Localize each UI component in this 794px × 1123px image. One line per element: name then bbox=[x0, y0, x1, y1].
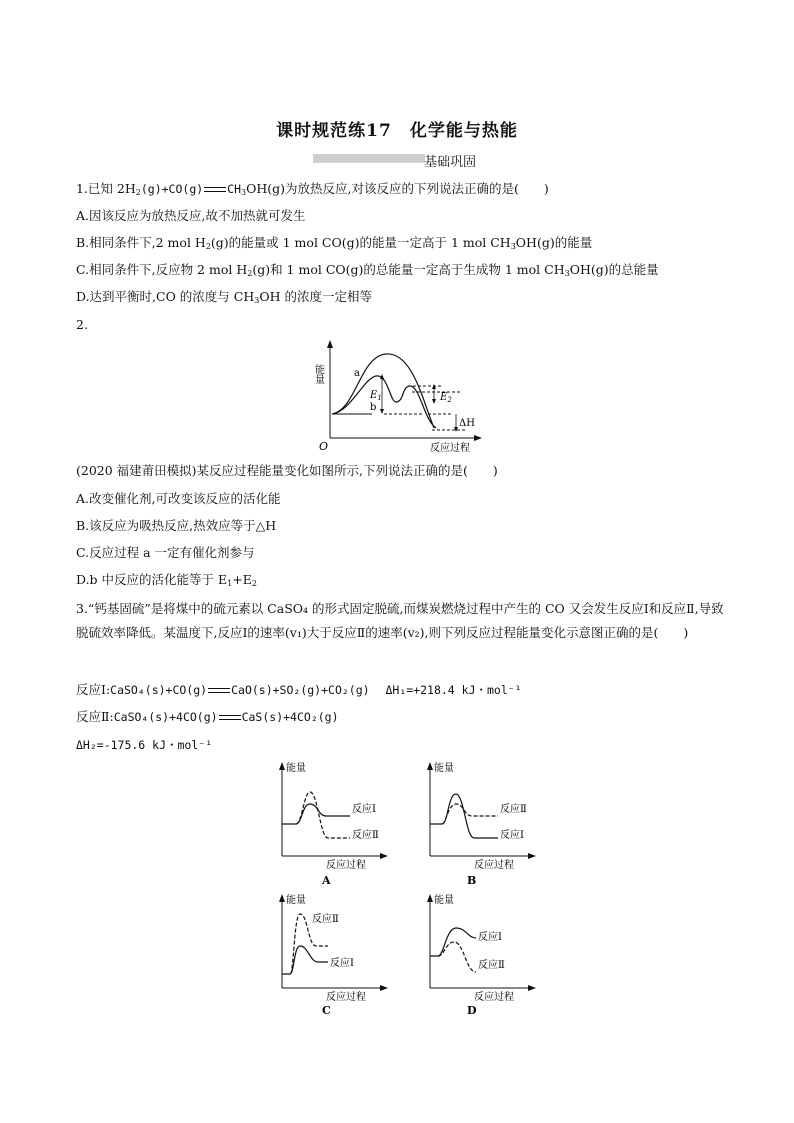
q2-label-a: a bbox=[354, 368, 360, 379]
chart-c-label-bottom: 反应Ⅰ bbox=[330, 958, 354, 969]
q3-chart-c bbox=[270, 890, 392, 1018]
chart-a-label-top: 反应Ⅰ bbox=[352, 804, 376, 815]
chart-b-label-bottom: 反应Ⅰ bbox=[500, 830, 524, 841]
q1-option-a: A.因该反应为放热反应,故不加热就可发生 bbox=[76, 208, 306, 223]
q2-option-a: A.改变催化剂,可改变该反应的活化能 bbox=[76, 491, 281, 506]
section-bar bbox=[313, 154, 425, 163]
chart-b-ylabel: 能量 bbox=[434, 763, 454, 774]
q2-ylabel: 能量 bbox=[312, 364, 324, 384]
q2-label-dh: ΔH bbox=[459, 418, 475, 429]
chart-d-label-bottom: 反应Ⅱ bbox=[478, 960, 505, 971]
q2-energy-diagram bbox=[312, 338, 486, 456]
chart-a-letter: A bbox=[322, 874, 331, 887]
q2-y-arrow-icon bbox=[327, 340, 333, 348]
chart-a-x-arrow-icon bbox=[380, 853, 388, 859]
chart-a-ylabel: 能量 bbox=[286, 763, 306, 774]
q2-number: 2. bbox=[76, 317, 88, 332]
chart-d-y-arrow-icon bbox=[427, 894, 433, 902]
q2-xlabel: 反应过程 bbox=[430, 443, 470, 454]
chart-d-xlabel: 反应过程 bbox=[474, 992, 514, 1003]
chart-a-xlabel: 反应过程 bbox=[326, 860, 366, 871]
chart-d-x-arrow-icon bbox=[528, 985, 536, 991]
page-title: 课时规范练17 化学能与热能 bbox=[276, 121, 518, 141]
q2-curve-a bbox=[332, 354, 434, 428]
q2-x-arrow-icon bbox=[474, 435, 482, 441]
chart-b-letter: B bbox=[467, 874, 477, 887]
q1-stem: 1.已知 $2H_2(g)+CO(g)$ $CH_3OH(g)$为放热反应,对该反应的下列说法正确的是( ) bbox=[76, 181, 549, 197]
q2-label-e2: $E_2$ bbox=[440, 392, 452, 404]
chart-c-x-arrow-icon bbox=[380, 985, 388, 991]
q2-e2-arrow-down-icon bbox=[432, 399, 436, 404]
q3-reaction-2-dh: ΔH₂=-175.6 kJ・mol⁻¹ bbox=[76, 738, 213, 752]
chart-d-letter: D bbox=[467, 1004, 477, 1017]
q3-chart-b bbox=[418, 758, 540, 888]
q3-stem: 3.“钙基固硫”是将煤中的硫元素以 CaSO₄ 的形式固定脱硫,而煤炭燃烧过程中产生的 CO 又会发生反应Ⅰ和反应Ⅱ,导致脱硫效率降低。某温度下,反应Ⅰ的速率(v₁)大于反应Ⅱ的速率(v₂),则下列反应过程能量变化示意图正确的是( ) bbox=[76, 601, 724, 640]
chart-a-y-arrow-icon bbox=[279, 762, 285, 770]
equilibrium-arrow-icon bbox=[219, 714, 241, 722]
equilibrium-arrow-icon bbox=[204, 186, 226, 194]
chart-b-x-arrow-icon bbox=[528, 853, 536, 859]
chart-a-curve-1 bbox=[282, 804, 350, 824]
section-label: 基础巩固 bbox=[424, 155, 477, 170]
q2-label-e1: $E_1$ bbox=[370, 390, 382, 402]
q2-option-b: B.该反应为吸热反应,热效应等于△H bbox=[76, 518, 277, 533]
q2-stem: (2020 福建莆田模拟)某反应过程能量变化如图所示,下列说法正确的是( ) bbox=[76, 463, 498, 478]
chart-d-label-top: 反应Ⅰ bbox=[478, 932, 502, 943]
chart-b-curve-2 bbox=[442, 804, 498, 824]
chart-b-label-top: 反应Ⅱ bbox=[500, 804, 527, 815]
q2-origin: O bbox=[319, 440, 329, 453]
q2-option-d: D.b 中反应的活化能等于 $E_1+E_2$ bbox=[76, 572, 257, 588]
chart-c-curve-1 bbox=[282, 946, 328, 974]
q3-reaction-1: 反应Ⅰ:CaSO₄(s)+CO(g) CaO(s)+SO₂(g)+CO₂(g) ΔH₁=+218.4 kJ・mol⁻¹ bbox=[76, 682, 522, 697]
equilibrium-arrow-icon bbox=[208, 687, 230, 695]
chart-c-label-top: 反应Ⅱ bbox=[312, 914, 339, 925]
chart-a-label-bottom: 反应Ⅱ bbox=[352, 830, 379, 841]
chart-c-xlabel: 反应过程 bbox=[326, 992, 366, 1003]
q3-reaction-2: 反应Ⅱ:CaSO₄(s)+4CO(g) CaS(s)+4CO₂(g) bbox=[76, 709, 339, 724]
chart-b-xlabel: 反应过程 bbox=[474, 860, 514, 871]
chart-c-letter: C bbox=[322, 1004, 331, 1017]
q2-option-c: C.反应过程 a 一定有催化剂参与 bbox=[76, 545, 255, 560]
chart-c-y-arrow-icon bbox=[279, 894, 285, 902]
q1-option-b: B.相同条件下,2 mol $H_2(g)$的能量或 1 mol CO(g)的能量一定高于 1 mol $CH_3OH(g)$的能量 bbox=[76, 235, 593, 251]
chart-c-ylabel: 能量 bbox=[286, 895, 306, 906]
q3-chart-d bbox=[418, 890, 540, 1018]
q2-e1-arrow-down-icon bbox=[380, 409, 384, 414]
chart-b-y-arrow-icon bbox=[427, 762, 433, 770]
q2-label-b: b bbox=[370, 402, 377, 413]
q3-chart-a bbox=[270, 758, 392, 888]
q1-option-d: D.达到平衡时,CO 的浓度与 $CH_3OH$ 的浓度一定相等 bbox=[76, 289, 372, 305]
q1-option-c: C.相同条件下,反应物 2 mol $H_2(g)$和 1 mol CO(g)的总能量一定高于生成物 1 mol $CH_3OH(g)$的总能量 bbox=[76, 262, 659, 278]
chart-d-ylabel: 能量 bbox=[434, 895, 454, 906]
